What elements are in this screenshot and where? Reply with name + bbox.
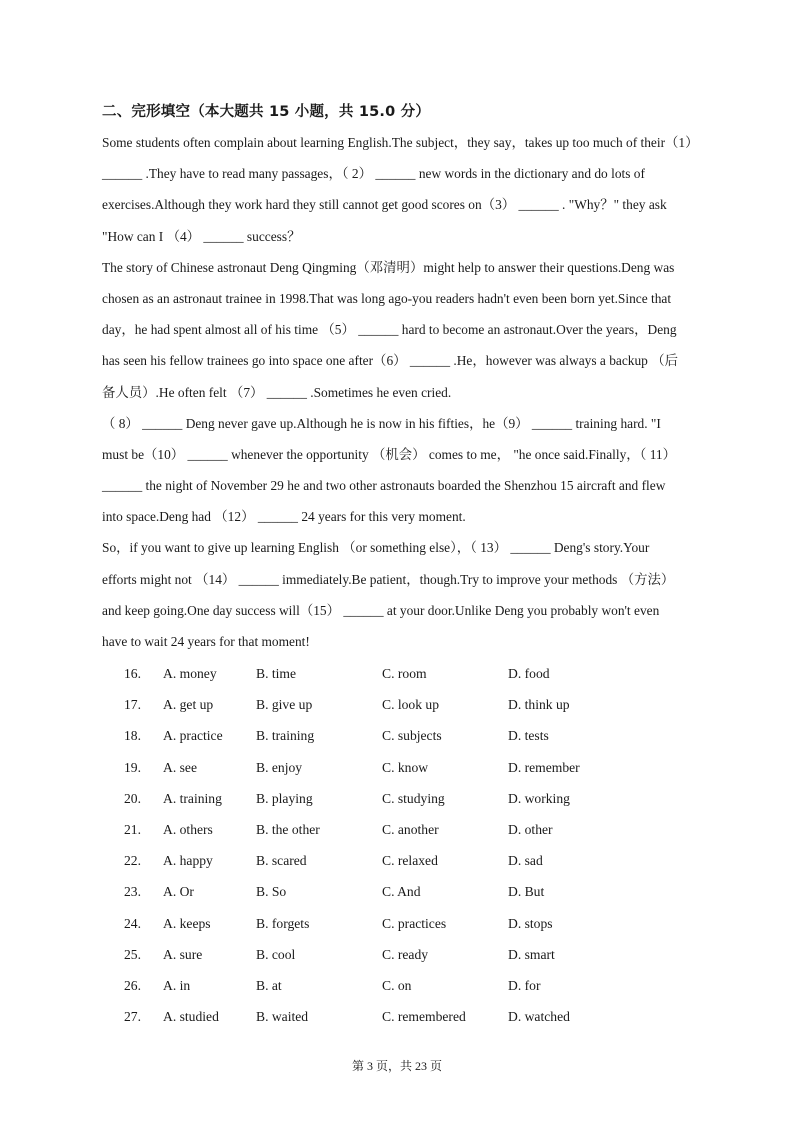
question-row	[124, 783, 684, 814]
question-number: 18.	[124, 728, 141, 744]
option-a: A. training	[163, 790, 222, 806]
question-row	[124, 1001, 684, 1032]
passage-line: must be（10） ______ whenever the opportunity （机会） comes to me， "he once said.Finally，（ 11）	[102, 446, 676, 462]
question-row	[124, 689, 684, 720]
passage-line: 备人员）.He often felt （7） ______ .Sometimes he even cried.	[102, 384, 452, 400]
question-number: 26.	[124, 977, 141, 993]
option-b: B. So	[256, 884, 287, 900]
option-d: D. watched	[508, 1009, 570, 1025]
option-a: A. studied	[163, 1009, 219, 1025]
question-number: 24.	[124, 915, 141, 931]
option-b: B. scared	[256, 853, 307, 869]
option-b: B. cool	[256, 946, 296, 962]
passage-line: have to wait 24 years for that moment!	[102, 634, 310, 649]
option-b: B. training	[256, 728, 315, 744]
option-d: D. for	[508, 977, 541, 993]
question-row	[124, 939, 684, 970]
option-c: C. know	[382, 759, 429, 775]
option-d: D. smart	[508, 946, 555, 962]
option-b: B. the other	[256, 821, 320, 837]
option-b: B. waited	[256, 1009, 309, 1025]
option-d: D. But	[508, 884, 545, 900]
option-c: C. subjects	[382, 728, 442, 744]
question-number: 17.	[124, 697, 141, 713]
question-number: 21.	[124, 821, 141, 837]
question-row	[124, 658, 684, 689]
option-b: B. at	[256, 977, 282, 993]
option-d: D. tests	[508, 728, 549, 744]
option-d: D. other	[508, 821, 553, 837]
question-number: 27.	[124, 1009, 141, 1025]
option-c: C. on	[382, 977, 412, 993]
question-row	[124, 814, 684, 845]
option-d: D. stops	[508, 915, 553, 931]
question-number: 20.	[124, 790, 141, 806]
option-a: A. Or	[163, 884, 194, 900]
option-d: D. working	[508, 790, 570, 806]
option-a: A. happy	[163, 853, 213, 869]
passage-line: "How can I （4） ______ success？	[102, 228, 301, 244]
passage-line: ______ the night of November 29 he and two other astronauts boarded the Shenzhou 15 aircraft and flew	[102, 478, 666, 494]
question-row	[124, 720, 684, 751]
option-d: D. food	[508, 666, 550, 681]
option-a: A. money	[163, 666, 217, 681]
option-c: C. remembered	[382, 1009, 466, 1025]
section-title: 二、完形填空（本大题共 15 小题，共 15.0 分）	[102, 104, 431, 120]
passage-line: （ 8） ______ Deng never gave up.Although he is now in his fifties，he（9） ______ training hard. "I	[102, 415, 661, 431]
option-b: B. forgets	[256, 915, 310, 931]
question-row	[124, 876, 684, 907]
option-b: B. give up	[256, 697, 313, 713]
option-c: C. practices	[382, 915, 447, 931]
passage-line: ______ .They have to read many passages，（ 2） ______ new words in the dictionary and do lots of	[102, 166, 645, 182]
question-number: 23.	[124, 884, 141, 900]
option-d: D. sad	[508, 853, 543, 869]
option-a: A. sure	[163, 946, 203, 962]
question-number: 25.	[124, 946, 141, 962]
passage-line: chosen as an astronaut trainee in 1998.That was long ago-you readers hadn't even been born yet.Since that	[102, 290, 672, 306]
option-b: B. enjoy	[256, 759, 303, 775]
option-c: C. look up	[382, 697, 440, 713]
question-number: 16.	[124, 666, 141, 681]
option-c: C. And	[382, 884, 421, 900]
option-b: B. time	[256, 666, 297, 681]
passage-line: The story of Chinese astronaut Deng Qingming（邓清明）might help to answer their questions.Deng was	[102, 259, 675, 275]
option-a: A. practice	[163, 728, 223, 744]
passage-line: efforts might not （14） ______ immediately.Be patient，though.Try to improve your methods （方法）	[102, 571, 675, 587]
passage-line: and keep going.One day success will（15） ______ at your door.Unlike Deng you probably won't even	[102, 602, 660, 618]
question-number: 22.	[124, 853, 141, 869]
option-c: C. room	[382, 666, 427, 681]
option-c: C. ready	[382, 946, 429, 962]
passage-line: Some students often complain about learning English.The subject，they say，takes up too much of their（1）	[102, 135, 699, 150]
options-list	[124, 658, 684, 1032]
question-row	[124, 752, 684, 783]
option-c: C. relaxed	[382, 853, 438, 869]
question-row	[124, 845, 684, 876]
passage-line: has seen his fellow trainees go into space one after（6） ______ .He，however was always a backup （后	[102, 353, 678, 369]
passage-line: exercises.Although they work hard they still cannot get good scores on（3） ______ . "Why？" they ask	[102, 197, 667, 213]
passage-line: So，if you want to give up learning English （or something else），（ 13） ______ Deng's story.Your	[102, 540, 650, 556]
option-b: B. playing	[256, 790, 313, 806]
page-footer: 第 3 页，共 23 页	[351, 1059, 442, 1073]
passage-line: into space.Deng had （12） ______ 24 years for this very moment.	[102, 509, 466, 525]
option-d: D. remember	[508, 759, 580, 775]
cloze-passage	[102, 127, 702, 657]
question-row	[124, 908, 684, 939]
option-c: C. another	[382, 821, 439, 837]
option-a: A. others	[163, 821, 213, 837]
option-a: A. see	[163, 759, 197, 775]
passage-line: day，he had spent almost all of his time （5） ______ hard to become an astronaut.Over the years，Deng	[102, 322, 677, 338]
question-number: 19.	[124, 759, 141, 775]
option-c: C. studying	[382, 790, 445, 806]
question-row	[124, 970, 684, 1001]
option-a: A. keeps	[163, 915, 211, 931]
option-d: D. think up	[508, 697, 570, 713]
option-a: A. get up	[163, 697, 214, 713]
option-a: A. in	[163, 977, 191, 993]
